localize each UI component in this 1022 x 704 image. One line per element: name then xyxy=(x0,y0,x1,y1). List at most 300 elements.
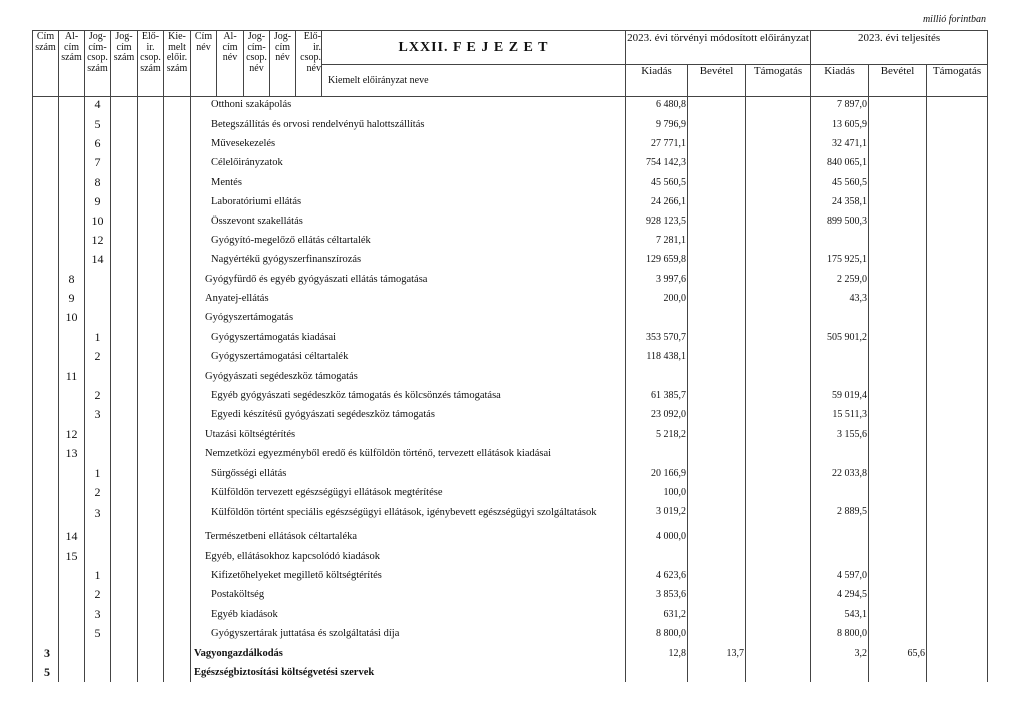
row-name: Gyógyszertámogatás xyxy=(191,308,626,327)
value-tamogatas-2 xyxy=(927,347,988,366)
value-tamogatas-2 xyxy=(927,663,988,682)
eloir-csop-szam xyxy=(138,405,164,424)
value-kiadas-2 xyxy=(811,527,869,546)
alcim-szam xyxy=(59,95,85,114)
value-bevetel-2 xyxy=(869,366,927,385)
value-bevetel-2 xyxy=(869,289,927,308)
value-kiadas-1: 5 218,2 xyxy=(626,425,688,444)
table-row xyxy=(33,444,988,463)
jogcim-szam xyxy=(111,444,138,463)
value-tamogatas-1 xyxy=(746,566,811,585)
jogcim-szam xyxy=(111,134,138,153)
value-kiadas-2 xyxy=(811,546,869,565)
row-name: Egyéb, ellátásokhoz kapcsolódó kiadások xyxy=(191,546,626,565)
value-bevetel-1 xyxy=(688,173,746,192)
table-row xyxy=(33,328,988,347)
cim-szam xyxy=(33,211,59,230)
cim-szam xyxy=(33,546,59,565)
eloir-csop-szam xyxy=(138,308,164,327)
value-bevetel-2 xyxy=(869,463,927,482)
value-bevetel-2 xyxy=(869,585,927,604)
value-tamogatas-2 xyxy=(927,546,988,565)
jogcim-szam xyxy=(111,153,138,172)
value-tamogatas-2 xyxy=(927,605,988,624)
kiemelt-szam xyxy=(164,289,191,308)
value-kiadas-1: 4 000,0 xyxy=(626,527,688,546)
col-tamogatas-2: Támogatás xyxy=(927,65,988,97)
value-bevetel-2 xyxy=(869,231,927,250)
value-kiadas-1: 118 438,1 xyxy=(626,347,688,366)
value-kiadas-1: 12,8 xyxy=(626,643,688,662)
kiemelt-szam xyxy=(164,192,191,211)
value-bevetel-1: 13,7 xyxy=(688,643,746,662)
value-bevetel-2: 65,6 xyxy=(869,643,927,662)
eloir-csop-szam xyxy=(138,153,164,172)
value-tamogatas-1 xyxy=(746,95,811,114)
row-name: Laboratóriumi ellátás xyxy=(191,192,626,211)
value-kiadas-1 xyxy=(626,546,688,565)
value-tamogatas-2 xyxy=(927,386,988,405)
value-tamogatas-1 xyxy=(746,347,811,366)
value-bevetel-1 xyxy=(688,366,746,385)
value-bevetel-2 xyxy=(869,328,927,347)
kiemelt-szam xyxy=(164,663,191,682)
col-kiemelt-szam: Kie-melt előir. szám xyxy=(164,31,191,97)
row-name: Művesekezelés xyxy=(191,134,626,153)
row-name: Gyógyfürdő és egyéb gyógyászati ellátás támogatása xyxy=(191,270,626,289)
alcim-szam xyxy=(59,134,85,153)
value-tamogatas-2 xyxy=(927,624,988,643)
value-bevetel-2 xyxy=(869,114,927,133)
jogcimcsop-szam: 2 xyxy=(85,483,111,502)
jogcim-szam xyxy=(111,95,138,114)
value-tamogatas-1 xyxy=(746,425,811,444)
kiemelt-szam xyxy=(164,153,191,172)
col-cim-nev: Cím név xyxy=(191,31,217,97)
value-kiadas-1: 8 800,0 xyxy=(626,624,688,643)
value-kiadas-2: 13 605,9 xyxy=(811,114,869,133)
alcim-szam xyxy=(59,605,85,624)
row-name: Nemzetközi egyezményből eredő és külföldön történő, tervezett ellátások kiadásai xyxy=(191,444,626,463)
alcim-szam xyxy=(59,566,85,585)
value-bevetel-2 xyxy=(869,527,927,546)
jogcim-szam xyxy=(111,347,138,366)
value-tamogatas-2 xyxy=(927,328,988,347)
value-bevetel-1 xyxy=(688,663,746,682)
jogcim-szam xyxy=(111,566,138,585)
cim-szam xyxy=(33,114,59,133)
table-row xyxy=(33,605,988,624)
value-kiadas-1: 27 771,1 xyxy=(626,134,688,153)
table-row xyxy=(33,366,988,385)
value-tamogatas-1 xyxy=(746,173,811,192)
kiemelt-szam xyxy=(164,270,191,289)
value-bevetel-2 xyxy=(869,444,927,463)
row-name: Összevont szakellátás xyxy=(191,211,626,230)
table-row xyxy=(33,308,988,327)
value-kiadas-2 xyxy=(811,231,869,250)
value-bevetel-2 xyxy=(869,624,927,643)
jogcimcsop-szam xyxy=(85,270,111,289)
value-tamogatas-2 xyxy=(927,231,988,250)
eloir-csop-szam xyxy=(138,366,164,385)
unit-label: millió forintban xyxy=(922,14,986,25)
jogcim-szam xyxy=(111,231,138,250)
alcim-szam xyxy=(59,347,85,366)
row-name: Külföldön tervezett egészségügyi ellátások megtérítése xyxy=(191,483,626,502)
eloir-csop-szam xyxy=(138,483,164,502)
table-row xyxy=(33,527,988,546)
value-tamogatas-1 xyxy=(746,153,811,172)
table-row xyxy=(33,463,988,482)
row-name: Kifizetőhelyeket megillető költségtérítés xyxy=(191,566,626,585)
value-bevetel-1 xyxy=(688,585,746,604)
jogcimcsop-szam: 6 xyxy=(85,134,111,153)
group-header-eloiranyzat: 2023. évi törvényi módosított előirányzat xyxy=(626,31,811,65)
jogcim-szam xyxy=(111,527,138,546)
value-bevetel-2 xyxy=(869,270,927,289)
value-bevetel-2 xyxy=(869,546,927,565)
value-tamogatas-1 xyxy=(746,270,811,289)
row-name: Otthoni szakápolás xyxy=(191,95,626,114)
kiemelt-szam xyxy=(164,405,191,424)
jogcim-szam xyxy=(111,250,138,269)
row-name: Egyéb gyógyászati segédeszköz támogatás és kölcsönzés támogatása xyxy=(191,386,626,405)
table-body-2 xyxy=(32,527,988,682)
col-kiadas-1: Kiadás xyxy=(626,65,688,97)
value-tamogatas-2 xyxy=(927,114,988,133)
col-eloir-csop-nev: Elő-ir. csop. név xyxy=(296,31,322,97)
value-tamogatas-2 xyxy=(927,405,988,424)
table-body-1 xyxy=(32,95,988,538)
eloir-csop-szam xyxy=(138,585,164,604)
cim-szam xyxy=(33,308,59,327)
value-tamogatas-1 xyxy=(746,527,811,546)
value-tamogatas-2 xyxy=(927,566,988,585)
value-kiadas-1: 129 659,8 xyxy=(626,250,688,269)
cim-szam xyxy=(33,585,59,604)
value-bevetel-1 xyxy=(688,328,746,347)
value-tamogatas-1 xyxy=(746,624,811,643)
value-tamogatas-2 xyxy=(927,483,988,502)
value-bevetel-2 xyxy=(869,134,927,153)
value-tamogatas-1 xyxy=(746,231,811,250)
cim-szam xyxy=(33,366,59,385)
row-name: Külföldön történt speciális egészségügyi ellátások, igénybevett egészségügyi szolgáltatások xyxy=(191,502,626,538)
col-bevetel-1: Bevétel xyxy=(688,65,746,97)
value-kiadas-1 xyxy=(626,444,688,463)
table-row xyxy=(33,153,988,172)
value-bevetel-1 xyxy=(688,192,746,211)
cim-szam xyxy=(33,386,59,405)
cim-szam xyxy=(33,192,59,211)
jogcimcsop-szam: 7 xyxy=(85,153,111,172)
value-tamogatas-1 xyxy=(746,308,811,327)
cim-szam xyxy=(33,405,59,424)
cim-szam xyxy=(33,527,59,546)
row-name: Gyógyító-megelőző ellátás céltartalék xyxy=(191,231,626,250)
value-bevetel-1 xyxy=(688,270,746,289)
value-tamogatas-1 xyxy=(746,366,811,385)
table-row xyxy=(33,134,988,153)
jogcim-szam xyxy=(111,386,138,405)
value-bevetel-2 xyxy=(869,211,927,230)
jogcimcsop-szam: 3 xyxy=(85,502,111,538)
kiemelt-szam xyxy=(164,250,191,269)
value-kiadas-1: 100,0 xyxy=(626,483,688,502)
eloir-csop-szam xyxy=(138,95,164,114)
jogcim-szam xyxy=(111,211,138,230)
value-bevetel-2 xyxy=(869,250,927,269)
value-tamogatas-2 xyxy=(927,250,988,269)
table-row xyxy=(33,270,988,289)
jogcim-szam xyxy=(111,405,138,424)
kiemelt-szam xyxy=(164,366,191,385)
value-bevetel-1 xyxy=(688,231,746,250)
alcim-szam: 10 xyxy=(59,308,85,327)
alcim-szam xyxy=(59,585,85,604)
row-name: Betegszállítás és orvosi rendelvényű halottszállítás xyxy=(191,114,626,133)
value-kiadas-2: 8 800,0 xyxy=(811,624,869,643)
value-kiadas-1: 61 385,7 xyxy=(626,386,688,405)
eloir-csop-szam xyxy=(138,643,164,662)
table-row xyxy=(33,483,988,502)
value-bevetel-1 xyxy=(688,624,746,643)
kiemelt-szam xyxy=(164,114,191,133)
table-row xyxy=(33,231,988,250)
jogcim-szam xyxy=(111,483,138,502)
alcim-szam xyxy=(59,192,85,211)
value-kiadas-1: 9 796,9 xyxy=(626,114,688,133)
kiemelt-szam xyxy=(164,95,191,114)
jogcimcsop-szam xyxy=(85,289,111,308)
value-bevetel-1 xyxy=(688,527,746,546)
value-kiadas-2: 175 925,1 xyxy=(811,250,869,269)
value-kiadas-2: 43,3 xyxy=(811,289,869,308)
cim-szam xyxy=(33,231,59,250)
eloir-csop-szam xyxy=(138,566,164,585)
row-name: Egyedi készítésű gyógyászati segédeszköz támogatás xyxy=(191,405,626,424)
col-bevetel-2: Bevétel xyxy=(869,65,927,97)
value-bevetel-1 xyxy=(688,386,746,405)
jogcim-szam xyxy=(111,585,138,604)
eloir-csop-szam xyxy=(138,663,164,682)
eloir-csop-szam xyxy=(138,605,164,624)
col-jogcim-szam: Jog-cím szám xyxy=(111,31,138,97)
group-header-teljesites: 2023. évi teljesítés xyxy=(811,31,988,65)
eloir-csop-szam xyxy=(138,173,164,192)
alcim-szam xyxy=(59,114,85,133)
value-tamogatas-2 xyxy=(927,643,988,662)
alcim-szam xyxy=(59,405,85,424)
value-bevetel-2 xyxy=(869,347,927,366)
eloir-csop-szam xyxy=(138,270,164,289)
value-tamogatas-2 xyxy=(927,134,988,153)
value-tamogatas-1 xyxy=(746,463,811,482)
value-bevetel-2 xyxy=(869,405,927,424)
value-bevetel-1 xyxy=(688,211,746,230)
row-name: Anyatej-ellátás xyxy=(191,289,626,308)
kiemelt-szam xyxy=(164,211,191,230)
alcim-szam: 15 xyxy=(59,546,85,565)
alcim-szam: 12 xyxy=(59,425,85,444)
row-name: Vagyongazdálkodás xyxy=(191,643,626,662)
jogcim-szam xyxy=(111,605,138,624)
value-tamogatas-2 xyxy=(927,585,988,604)
value-tamogatas-1 xyxy=(746,663,811,682)
value-tamogatas-2 xyxy=(927,289,988,308)
jogcimcsop-szam xyxy=(85,444,111,463)
eloir-csop-szam xyxy=(138,546,164,565)
kiemelt-szam xyxy=(164,173,191,192)
value-tamogatas-1 xyxy=(746,546,811,565)
row-name: Gyógyszertámogatás kiadásai xyxy=(191,328,626,347)
col-tamogatas-1: Támogatás xyxy=(746,65,811,97)
eloir-csop-szam xyxy=(138,231,164,250)
value-kiadas-1: 928 123,5 xyxy=(626,211,688,230)
value-bevetel-1 xyxy=(688,605,746,624)
jogcim-szam xyxy=(111,546,138,565)
value-kiadas-2 xyxy=(811,308,869,327)
value-bevetel-2 xyxy=(869,192,927,211)
value-tamogatas-2 xyxy=(927,173,988,192)
kiemelt-szam xyxy=(164,566,191,585)
value-kiadas-1: 7 281,1 xyxy=(626,231,688,250)
value-tamogatas-1 xyxy=(746,585,811,604)
kiemelt-szam xyxy=(164,134,191,153)
row-name: Gyógyszertárak juttatása és szolgáltatási díja xyxy=(191,624,626,643)
col-name: Kiemelt előirányzat neve xyxy=(322,65,626,97)
kiemelt-szam xyxy=(164,546,191,565)
kiemelt-szam xyxy=(164,643,191,662)
jogcim-szam xyxy=(111,663,138,682)
table-row xyxy=(33,386,988,405)
cim-szam xyxy=(33,134,59,153)
value-tamogatas-2 xyxy=(927,308,988,327)
table-row xyxy=(33,95,988,114)
eloir-csop-szam xyxy=(138,211,164,230)
alcim-szam: 14 xyxy=(59,527,85,546)
value-tamogatas-2 xyxy=(927,425,988,444)
jogcimcsop-szam: 2 xyxy=(85,386,111,405)
alcim-szam xyxy=(59,231,85,250)
alcim-szam xyxy=(59,463,85,482)
table-row xyxy=(33,425,988,444)
value-kiadas-1: 3 997,6 xyxy=(626,270,688,289)
jogcim-szam xyxy=(111,366,138,385)
value-kiadas-1: 3 853,6 xyxy=(626,585,688,604)
jogcim-szam xyxy=(111,308,138,327)
value-bevetel-2 xyxy=(869,566,927,585)
col-kiadas-2: Kiadás xyxy=(811,65,869,97)
jogcim-szam xyxy=(111,114,138,133)
value-tamogatas-1 xyxy=(746,405,811,424)
cim-szam xyxy=(33,347,59,366)
value-kiadas-2: 45 560,5 xyxy=(811,173,869,192)
alcim-szam xyxy=(59,663,85,682)
value-bevetel-2 xyxy=(869,173,927,192)
value-kiadas-2: 2 889,5 xyxy=(811,502,869,538)
row-name: Nagyértékű gyógyszerfinanszírozás xyxy=(191,250,626,269)
eloir-csop-szam xyxy=(138,463,164,482)
alcim-szam xyxy=(59,250,85,269)
jogcimcsop-szam: 5 xyxy=(85,114,111,133)
value-tamogatas-1 xyxy=(746,386,811,405)
eloir-csop-szam xyxy=(138,328,164,347)
value-kiadas-2: 4 294,5 xyxy=(811,585,869,604)
jogcimcsop-szam: 4 xyxy=(85,95,111,114)
jogcimcsop-szam: 12 xyxy=(85,231,111,250)
row-name: Sürgősségi ellátás xyxy=(191,463,626,482)
jogcim-szam xyxy=(111,425,138,444)
value-kiadas-2: 2 259,0 xyxy=(811,270,869,289)
cim-szam xyxy=(33,483,59,502)
value-bevetel-1 xyxy=(688,405,746,424)
value-bevetel-1 xyxy=(688,308,746,327)
col-jogcim-nev: Jog-cím név xyxy=(270,31,296,97)
value-kiadas-1: 6 480,8 xyxy=(626,95,688,114)
value-tamogatas-1 xyxy=(746,250,811,269)
jogcim-szam xyxy=(111,289,138,308)
value-kiadas-1: 200,0 xyxy=(626,289,688,308)
value-tamogatas-2 xyxy=(927,527,988,546)
row-name: Egyéb kiadások xyxy=(191,605,626,624)
cim-szam xyxy=(33,444,59,463)
cim-szam xyxy=(33,328,59,347)
cim-szam: 3 xyxy=(33,643,59,662)
cim-szam xyxy=(33,173,59,192)
value-tamogatas-2 xyxy=(927,366,988,385)
row-name: Célelőirányzatok xyxy=(191,153,626,172)
value-tamogatas-2 xyxy=(927,211,988,230)
table-row xyxy=(33,663,988,682)
eloir-csop-szam xyxy=(138,289,164,308)
alcim-szam: 8 xyxy=(59,270,85,289)
kiemelt-szam xyxy=(164,328,191,347)
jogcimcsop-szam xyxy=(85,366,111,385)
value-bevetel-1 xyxy=(688,250,746,269)
value-kiadas-2: 32 471,1 xyxy=(811,134,869,153)
alcim-szam xyxy=(59,624,85,643)
cim-szam xyxy=(33,463,59,482)
value-tamogatas-1 xyxy=(746,483,811,502)
value-kiadas-1: 23 092,0 xyxy=(626,405,688,424)
jogcim-szam xyxy=(111,624,138,643)
col-alcim-szam: Al-cím szám xyxy=(59,31,85,97)
value-bevetel-2 xyxy=(869,605,927,624)
value-tamogatas-2 xyxy=(927,192,988,211)
value-kiadas-1: 4 623,6 xyxy=(626,566,688,585)
alcim-szam: 11 xyxy=(59,366,85,385)
col-eloir-csop-szam: Elő-ir. csop. szám xyxy=(138,31,164,97)
value-bevetel-2 xyxy=(869,153,927,172)
alcim-szam xyxy=(59,386,85,405)
table-row xyxy=(33,173,988,192)
row-name: Mentés xyxy=(191,173,626,192)
kiemelt-szam xyxy=(164,308,191,327)
cim-szam xyxy=(33,425,59,444)
value-kiadas-1 xyxy=(626,366,688,385)
value-kiadas-2: 505 901,2 xyxy=(811,328,869,347)
jogcim-szam xyxy=(111,192,138,211)
table-row xyxy=(33,566,988,585)
value-kiadas-2: 7 897,0 xyxy=(811,95,869,114)
cim-szam xyxy=(33,289,59,308)
value-bevetel-1 xyxy=(688,546,746,565)
jogcimcsop-szam: 3 xyxy=(85,405,111,424)
value-kiadas-1 xyxy=(626,663,688,682)
value-tamogatas-1 xyxy=(746,134,811,153)
